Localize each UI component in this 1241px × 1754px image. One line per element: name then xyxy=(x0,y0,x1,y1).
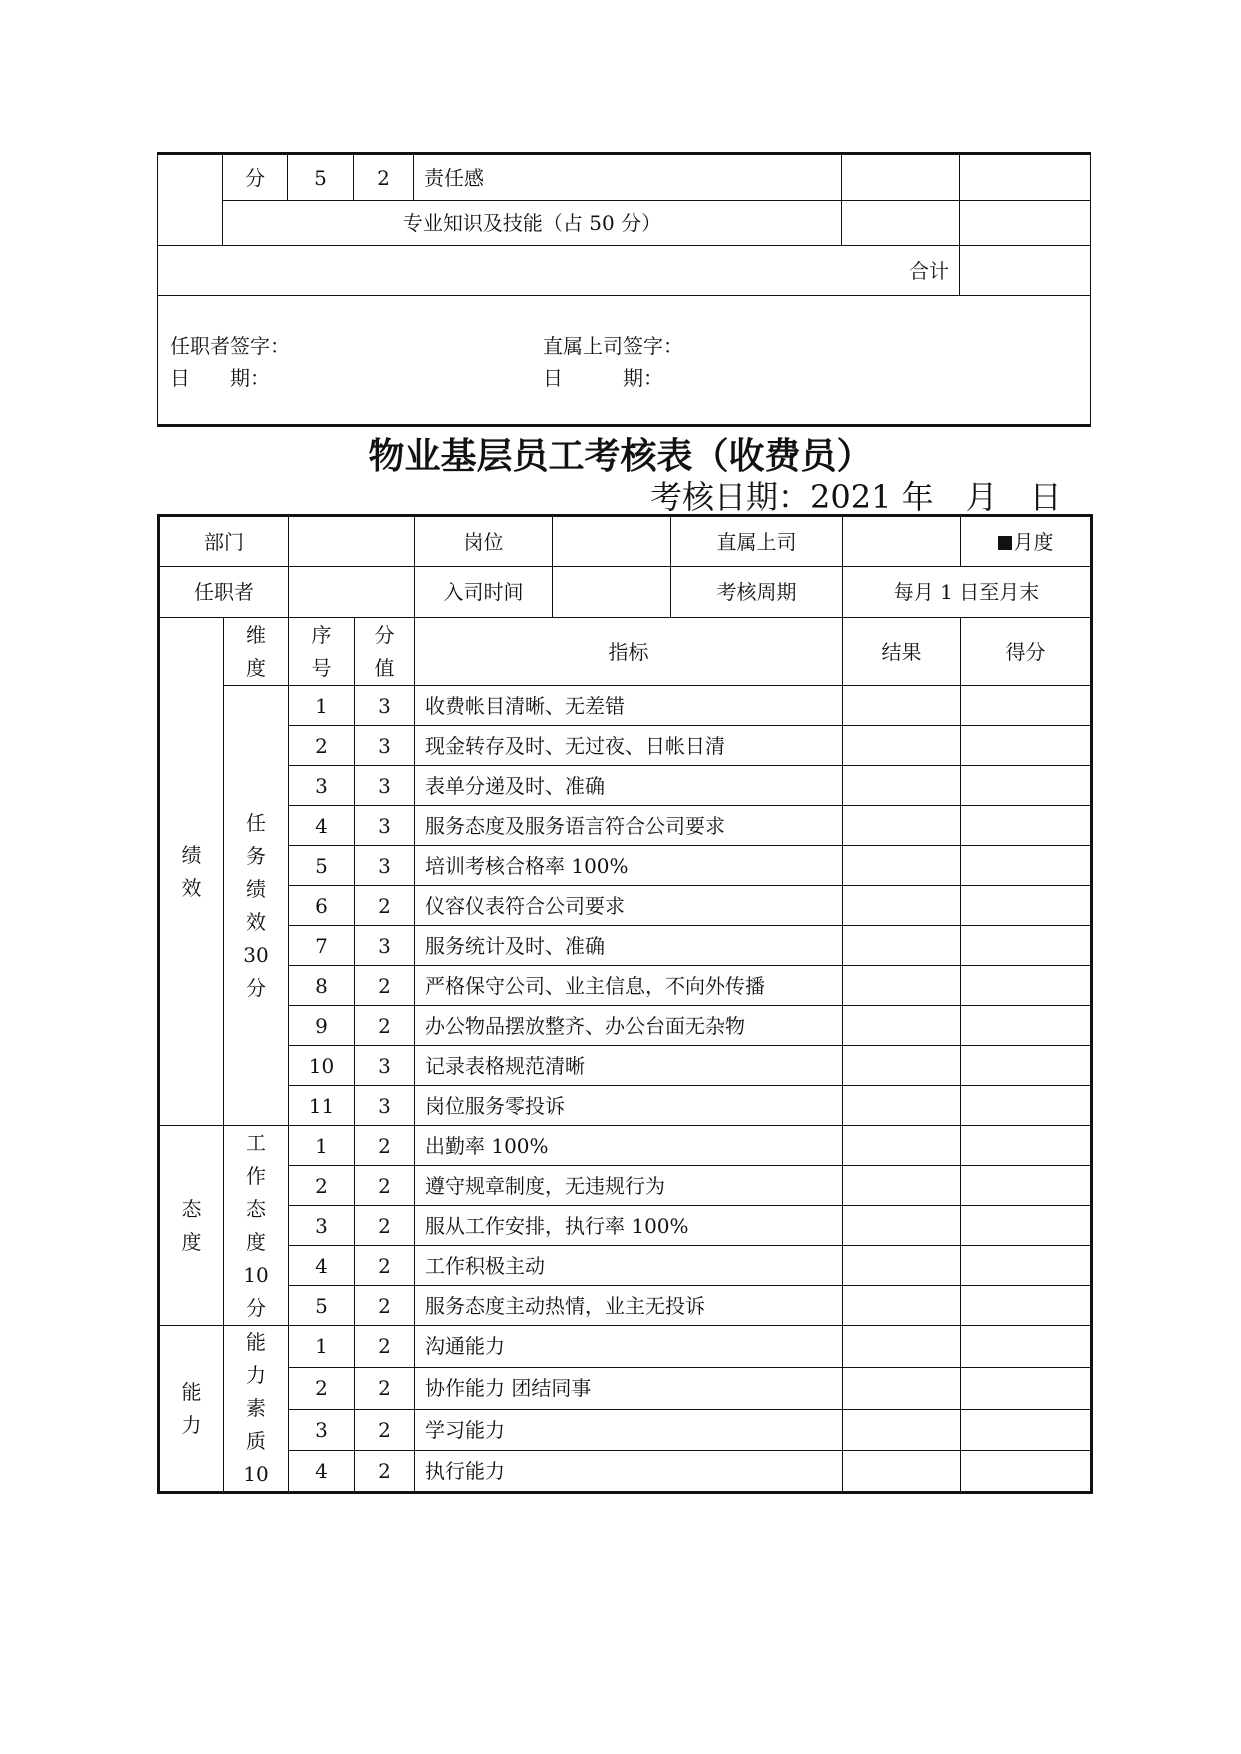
row-number: 2 xyxy=(289,726,355,766)
table-row xyxy=(159,1166,1092,1206)
result-cell[interactable] xyxy=(843,1367,961,1409)
category-performance xyxy=(159,618,224,1126)
period-type-cell[interactable] xyxy=(961,516,1092,567)
row-indicator: 记录表格规范清晰 xyxy=(415,1046,843,1086)
row-score: 2 xyxy=(355,1451,415,1493)
points-cell[interactable] xyxy=(961,846,1092,886)
supervisor-label: 直属上司 xyxy=(671,516,843,567)
table-row xyxy=(159,886,1092,926)
category-cell xyxy=(158,154,223,246)
dimension-char: 务 xyxy=(246,843,266,868)
points-cell[interactable] xyxy=(961,886,1092,926)
column-points: 得分 xyxy=(961,618,1092,686)
employee-date-label: 日 期： xyxy=(170,366,270,390)
table-row xyxy=(159,846,1092,886)
row-indicator: 遵守规章制度，无违规行为 xyxy=(415,1166,843,1206)
category-performance-char: 效 xyxy=(181,875,202,900)
points-cell[interactable] xyxy=(961,1166,1092,1206)
row-indicator: 协作能力 团结同事 xyxy=(415,1367,843,1409)
points-cell[interactable] xyxy=(960,154,1091,201)
row-indicator: 现金转存及时、无过夜、日帐日清 xyxy=(415,726,843,766)
assessment-date: 考核日期：2021 年 月 日 xyxy=(650,478,1062,516)
points-cell[interactable] xyxy=(961,1409,1092,1451)
category-ability-char: 能 xyxy=(181,1379,202,1404)
column-dimension-char: 度 xyxy=(246,655,266,680)
previous-table-continuation xyxy=(157,152,1091,427)
row-number: 4 xyxy=(289,1451,355,1493)
row-indicator: 收费帐目清晰、无差错 xyxy=(415,686,843,726)
result-cell[interactable] xyxy=(843,686,961,726)
row-number: 7 xyxy=(289,926,355,966)
table-row xyxy=(159,1006,1092,1046)
total-value-cell[interactable] xyxy=(960,246,1091,296)
table-row xyxy=(159,966,1092,1006)
row-score: 2 xyxy=(355,1367,415,1409)
dimension-char: 素 xyxy=(246,1396,266,1420)
post-value-cell[interactable] xyxy=(553,516,671,567)
result-cell[interactable] xyxy=(842,201,960,246)
row-score: 2 xyxy=(355,1166,415,1206)
points-cell[interactable] xyxy=(961,1286,1092,1326)
row-number: 1 xyxy=(289,1126,355,1166)
column-indicator: 指标 xyxy=(415,618,843,686)
result-cell[interactable] xyxy=(843,966,961,1006)
employee-sign-label: 任职者签字： xyxy=(170,334,290,358)
row-indicator: 沟通能力 xyxy=(415,1326,843,1368)
signature-area xyxy=(158,296,1091,426)
supervisor-date-label: 日 期： xyxy=(543,366,663,390)
result-cell[interactable] xyxy=(843,1451,961,1493)
checked-box-icon xyxy=(998,536,1012,550)
points-cell[interactable] xyxy=(961,1451,1092,1493)
table-row xyxy=(159,1409,1092,1451)
employee-signature xyxy=(170,330,290,394)
row-score: 2 xyxy=(355,1126,415,1166)
result-cell[interactable] xyxy=(843,846,961,886)
points-cell[interactable] xyxy=(960,201,1091,246)
row-number: 4 xyxy=(289,806,355,846)
row-indicator: 服务统计及时、准确 xyxy=(415,926,843,966)
points-cell[interactable] xyxy=(961,1126,1092,1166)
dimension-char: 分 xyxy=(246,975,266,1000)
dimension-char: 作 xyxy=(246,1163,266,1188)
result-cell[interactable] xyxy=(843,886,961,926)
dimension-char: 态 xyxy=(246,1196,266,1221)
table-row xyxy=(159,726,1092,766)
cycle-label: 考核周期 xyxy=(671,567,843,618)
table-row xyxy=(159,1367,1092,1409)
points-cell[interactable] xyxy=(961,726,1092,766)
points-cell[interactable] xyxy=(961,806,1092,846)
column-number xyxy=(289,618,355,686)
row-indicator: 表单分递及时、准确 xyxy=(415,766,843,806)
dept-value-cell[interactable] xyxy=(289,516,415,567)
table-row xyxy=(159,1126,1092,1166)
row-number: 10 xyxy=(289,1046,355,1086)
row-score: 3 xyxy=(355,806,415,846)
row-score: 3 xyxy=(355,766,415,806)
supervisor-sign-label: 直属上司签字： xyxy=(543,334,683,358)
row-number: 3 xyxy=(289,1206,355,1246)
cycle-value: 每月 1 日至月末 xyxy=(843,567,1092,618)
points-cell[interactable] xyxy=(961,1086,1092,1126)
points-cell[interactable] xyxy=(961,1046,1092,1086)
row-score: 3 xyxy=(355,1086,415,1126)
row-score: 2 xyxy=(355,1326,415,1368)
result-cell[interactable] xyxy=(843,1286,961,1326)
row-number: 1 xyxy=(289,686,355,726)
document-title: 物业基层员工考核表（收费员） xyxy=(368,435,873,477)
result-cell[interactable] xyxy=(842,154,960,201)
dimension-char: 工 xyxy=(246,1130,266,1155)
row-number: 5 xyxy=(289,1286,355,1326)
supervisor-value-cell[interactable] xyxy=(843,516,961,567)
assessment-table xyxy=(157,514,1093,1494)
post-label: 岗位 xyxy=(415,516,553,567)
dimension-char: 10 xyxy=(243,1262,269,1287)
row-indicator: 培训考核合格率 100% xyxy=(415,846,843,886)
column-number-char: 号 xyxy=(311,655,332,680)
row-indicator: 仪容仪表符合公司要求 xyxy=(415,886,843,926)
result-cell[interactable] xyxy=(843,1409,961,1451)
dimension-cell xyxy=(224,686,289,1126)
table-row xyxy=(159,1246,1092,1286)
points-cell[interactable] xyxy=(961,1206,1092,1246)
dimension-char: 10 xyxy=(243,1462,269,1486)
row-number: 3 xyxy=(289,1409,355,1451)
row-indicator: 责任感 xyxy=(414,154,842,201)
column-score-char: 分 xyxy=(374,622,395,647)
row-indicator: 工作积极主动 xyxy=(415,1246,843,1286)
dimension-char: 力 xyxy=(246,1363,266,1387)
points-cell[interactable] xyxy=(961,1367,1092,1409)
column-number-char: 序 xyxy=(311,622,332,647)
row-number: 6 xyxy=(289,886,355,926)
row-number: 4 xyxy=(289,1246,355,1286)
column-dimension xyxy=(224,618,289,686)
points-cell[interactable] xyxy=(961,1246,1092,1286)
dimension-char: 分 xyxy=(246,1295,266,1320)
column-dimension-char: 维 xyxy=(246,622,266,647)
category-attitude-char: 态 xyxy=(181,1196,202,1221)
dimension-char: 质 xyxy=(246,1429,266,1453)
result-cell[interactable] xyxy=(843,1246,961,1286)
row-score: 2 xyxy=(355,1246,415,1286)
row-number: 11 xyxy=(289,1086,355,1126)
dimension-char: 任 xyxy=(246,810,266,835)
row-number: 1 xyxy=(289,1326,355,1368)
dimension-char: 效 xyxy=(246,909,266,934)
dimension-cell xyxy=(224,1326,289,1493)
row-number: 2 xyxy=(289,1367,355,1409)
points-cell[interactable] xyxy=(961,926,1092,966)
row-indicator: 服务态度主动热情，业主无投诉 xyxy=(415,1286,843,1326)
dimension-fragment: 分 xyxy=(223,154,288,201)
column-result: 结果 xyxy=(843,618,961,686)
row-number: 5 xyxy=(288,154,354,201)
points-cell[interactable] xyxy=(961,766,1092,806)
category-attitude xyxy=(159,1126,224,1326)
table-row xyxy=(159,1086,1092,1126)
row-indicator: 岗位服务零投诉 xyxy=(415,1086,843,1126)
row-score: 2 xyxy=(355,886,415,926)
table-row xyxy=(159,1046,1092,1086)
table-row xyxy=(159,1206,1092,1246)
points-cell[interactable] xyxy=(961,1326,1092,1368)
dimension-char: 绩 xyxy=(246,876,266,901)
category-performance-char: 绩 xyxy=(181,842,202,867)
category-ability-char: 力 xyxy=(181,1412,202,1437)
employee-value-cell[interactable] xyxy=(289,567,415,618)
section-label: 专业知识及技能（占 50 分） xyxy=(223,201,842,246)
row-number: 8 xyxy=(289,966,355,1006)
column-score xyxy=(355,618,415,686)
row-score: 2 xyxy=(355,1409,415,1451)
row-score: 2 xyxy=(355,1286,415,1326)
result-cell[interactable] xyxy=(843,1086,961,1126)
points-cell[interactable] xyxy=(961,966,1092,1006)
row-indicator: 服务态度及服务语言符合公司要求 xyxy=(415,806,843,846)
column-score-char: 值 xyxy=(374,655,395,680)
row-score: 3 xyxy=(355,1046,415,1086)
row-indicator: 出勤率 100% xyxy=(415,1126,843,1166)
row-indicator: 严格保守公司、业主信息，不向外传播 xyxy=(415,966,843,1006)
dimension-cell xyxy=(224,1126,289,1326)
row-score: 3 xyxy=(355,726,415,766)
period-type-label: 月度 xyxy=(1013,529,1054,554)
result-cell[interactable] xyxy=(843,1006,961,1046)
row-indicator: 学习能力 xyxy=(415,1409,843,1451)
join-date-value-cell[interactable] xyxy=(553,567,671,618)
table-row xyxy=(159,1451,1092,1493)
table-row xyxy=(159,1286,1092,1326)
total-label: 合计 xyxy=(158,246,960,296)
points-cell[interactable] xyxy=(961,1006,1092,1046)
row-number: 2 xyxy=(289,1166,355,1206)
category-attitude-char: 度 xyxy=(181,1229,202,1254)
row-score: 3 xyxy=(355,686,415,726)
row-indicator: 执行能力 xyxy=(415,1451,843,1493)
result-cell[interactable] xyxy=(843,1046,961,1086)
dept-label: 部门 xyxy=(159,516,289,567)
table-row xyxy=(159,926,1092,966)
row-score: 2 xyxy=(354,154,414,201)
row-score: 3 xyxy=(355,846,415,886)
employee-label: 任职者 xyxy=(159,567,289,618)
result-cell[interactable] xyxy=(843,1166,961,1206)
table-row xyxy=(159,1326,1092,1368)
result-cell[interactable] xyxy=(843,1206,961,1246)
row-score: 3 xyxy=(355,926,415,966)
result-cell[interactable] xyxy=(843,806,961,846)
dimension-char: 30 xyxy=(243,942,269,967)
result-cell[interactable] xyxy=(843,926,961,966)
row-score: 2 xyxy=(355,1006,415,1046)
row-score: 2 xyxy=(355,1206,415,1246)
row-indicator: 办公物品摆放整齐、办公台面无杂物 xyxy=(415,1006,843,1046)
supervisor-signature xyxy=(543,330,683,394)
row-number: 5 xyxy=(289,846,355,886)
row-score: 2 xyxy=(355,966,415,1006)
table-row xyxy=(159,806,1092,846)
row-number: 9 xyxy=(289,1006,355,1046)
row-number: 3 xyxy=(289,766,355,806)
dimension-char: 度 xyxy=(246,1229,266,1254)
result-cell[interactable] xyxy=(843,1126,961,1166)
points-cell[interactable] xyxy=(961,686,1092,726)
category-ability xyxy=(159,1326,224,1493)
result-cell[interactable] xyxy=(843,766,961,806)
join-date-label: 入司时间 xyxy=(415,567,553,618)
row-indicator: 服从工作安排，执行率 100% xyxy=(415,1206,843,1246)
table-row xyxy=(159,766,1092,806)
dimension-char: 能 xyxy=(246,1330,266,1354)
result-cell[interactable] xyxy=(843,726,961,766)
result-cell[interactable] xyxy=(843,1326,961,1368)
table-row xyxy=(159,686,1092,726)
